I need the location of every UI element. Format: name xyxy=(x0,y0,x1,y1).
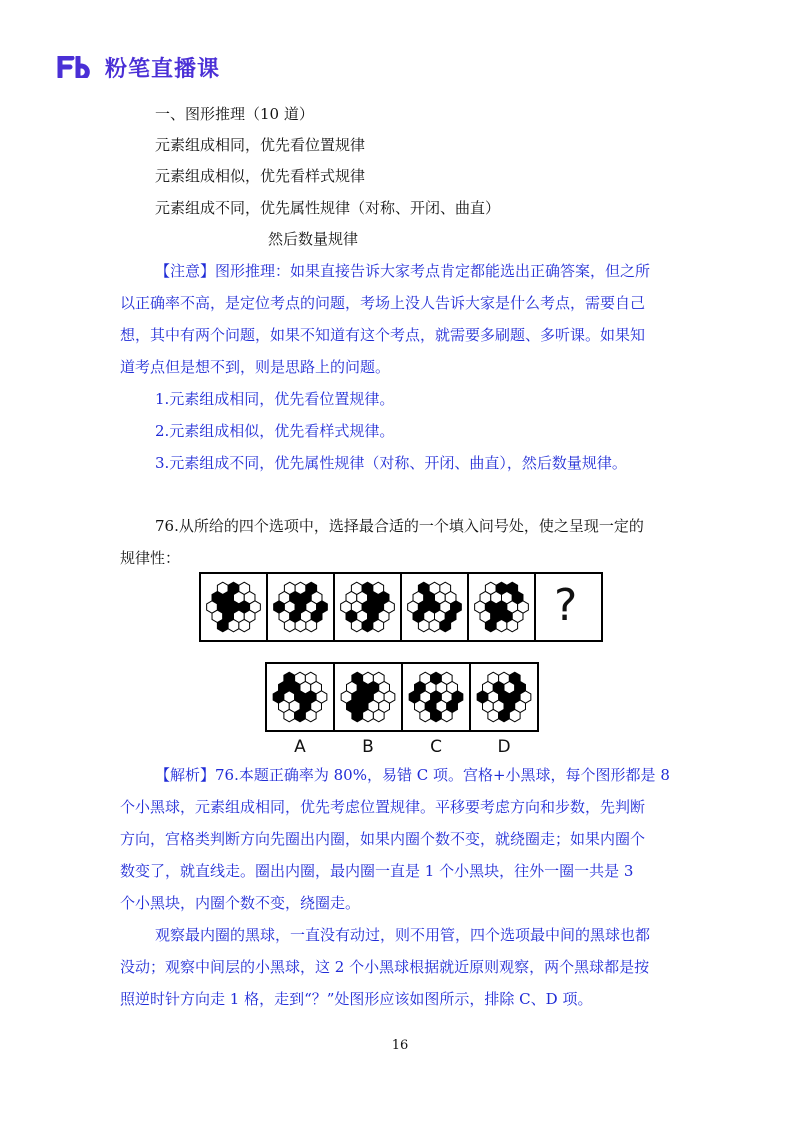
hex-cell xyxy=(420,709,431,721)
analysis-line: 观察最内圈的黑球，一直没有动过，则不用管，四个选项最中间的黑球也都 xyxy=(155,926,651,944)
hex-cell xyxy=(441,709,452,721)
hex-cell xyxy=(284,709,295,721)
note-item: 3.元素组成不同，优先属性规律（对称、开闭、曲直），然后数量规律。 xyxy=(155,454,627,472)
question-text: 76.从所给的四个选项中，选择最合适的一个填入问号处，使之呈现一定的 xyxy=(155,517,644,535)
hex-cell xyxy=(507,619,518,631)
hex-cell xyxy=(228,619,239,631)
rule-line: 然后数量规律 xyxy=(268,230,359,248)
hex-cell xyxy=(373,619,384,631)
hex-cell xyxy=(351,619,362,631)
note-item: 1.元素组成相同，优先看位置规律。 xyxy=(155,390,395,408)
hex-cell xyxy=(284,619,295,631)
hex-cell xyxy=(373,709,384,721)
option-label-a: A xyxy=(294,737,306,757)
hex-cell xyxy=(295,619,306,631)
analysis-line: 没动；观察中间层的小黑球，这 2 个小黑球根据就近原则观察，两个黑球都是按 xyxy=(120,958,650,976)
rule-line: 元素组成相似，优先看样式规律 xyxy=(155,167,366,185)
question-text: 规律性： xyxy=(120,549,181,567)
analysis-line: 个小黑块，内圈个数不变，绕圈走。 xyxy=(120,894,361,912)
rule-line: 元素组成不同，优先属性规律（对称、开闭、曲直） xyxy=(155,199,501,217)
hex-cell xyxy=(363,709,374,721)
hex-cell xyxy=(488,709,499,721)
brand-logo xyxy=(57,48,220,86)
analysis-line: 照逆时针方向走 1 格，走到“？”处图形应该如图所示，排除 C、D 项。 xyxy=(120,990,593,1008)
question-figure-row xyxy=(199,572,605,646)
hex-cell xyxy=(239,619,250,631)
hex-cell xyxy=(306,619,317,631)
analysis-line: 个小黑球，元素组成相同，优先考虑位置规律。平移要考虑方向和步数，先判断 xyxy=(120,798,646,816)
option-label-b: B xyxy=(362,737,374,757)
hex-cell xyxy=(305,709,316,721)
note-line: 想，其中有两个问题，如果不知道有这个考点，就需要多刷题、多听课。如果知 xyxy=(120,326,646,344)
analysis-line: 【解析】76.本题正确率为 80%，易错 C 项。宫格+小黑球，每个图形都是 8 xyxy=(155,766,670,784)
note-line: 以正确率不高，是定位考点的问题，考场上没人告诉大家是什么考点，需要自己 xyxy=(120,294,646,312)
section-title: 一、图形推理（10 道） xyxy=(155,105,314,123)
option-label-c: C xyxy=(430,737,442,757)
hex-cell xyxy=(217,619,228,631)
hex-cell xyxy=(496,619,507,631)
page-number: 16 xyxy=(391,1038,409,1053)
rule-line: 元素组成相同，优先看位置规律 xyxy=(155,136,366,154)
note-line: 【注意】图形推理：如果直接告诉大家考点肯定都能选出正确答案，但之所 xyxy=(155,262,651,280)
hex-cell xyxy=(295,709,306,721)
analysis-line: 数变了，就直线走。圈出内圈，最内圈一直是 1 个小黑块，往外一圈一共是 3 xyxy=(120,862,634,880)
hex-cell xyxy=(509,709,520,721)
hex-cell xyxy=(418,619,429,631)
hex-cell xyxy=(499,709,510,721)
hex-cell xyxy=(362,619,373,631)
hex-cell xyxy=(352,709,363,721)
logo-text: 粉笔直播课 xyxy=(105,56,221,82)
option-label-d: D xyxy=(497,737,511,757)
analysis-line: 方向，宫格类判断方向先圈出内圈，如果内圈个数不变，就绕圈走；如果内圈个 xyxy=(120,830,646,848)
options-figure-row xyxy=(265,662,539,736)
hex-cell xyxy=(431,709,442,721)
note-item: 2.元素组成相似，优先看样式规律。 xyxy=(155,422,395,440)
hex-cell xyxy=(440,619,451,631)
note-line: 道考点但是想不到，则是思路上的问题。 xyxy=(120,358,391,376)
question-mark: ? xyxy=(554,580,578,631)
fb-logo-icon xyxy=(57,56,97,78)
hex-cell xyxy=(429,619,440,631)
hex-cell xyxy=(485,619,496,631)
